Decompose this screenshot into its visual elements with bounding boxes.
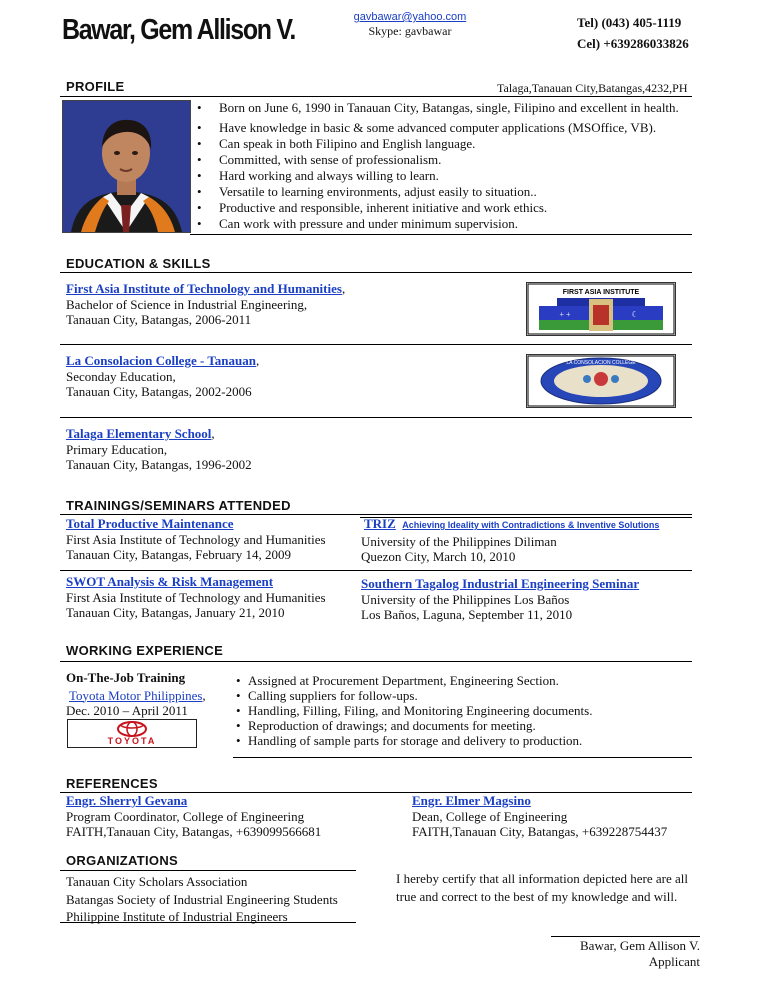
list-item: • Can work with pressure and under minimum supervision. <box>194 216 694 232</box>
divider <box>60 922 356 923</box>
list-item: • Handling, Filling, Filing, and Monitoring Engineering documents. <box>236 703 676 718</box>
training-link[interactable]: Total Productive Maintenance <box>66 516 234 531</box>
list-item: • Productive and responsible, inherent initiative and work ethics. <box>194 200 694 216</box>
work-entry: On-The-Job Training Toyota Motor Philippines, Dec. 2010 – April 2011 <box>66 670 206 718</box>
education-entry: La Consolacion College - Tanauan, Seconday Education, Tanauan City, Batangas, 2002-2006 <box>66 353 260 399</box>
degree-text: Bachelor of Science in Industrial Engineering, <box>66 296 308 312</box>
certification-statement <box>396 870 688 905</box>
training-place: Tanauan City, Batangas, February 14, 2009 <box>66 547 291 562</box>
address-text: Talaga,Tanauan City,Batangas,4232,PH <box>497 81 688 95</box>
degree-text: Seconday Education, <box>66 368 176 384</box>
profile-heading: PROFILE <box>66 79 125 94</box>
email-link[interactable]: gavbawar@yahoo.com <box>353 11 467 23</box>
profile-rule <box>60 96 692 97</box>
training-org: University of the Philippines Los Baños <box>361 591 570 607</box>
work-rule <box>60 661 692 662</box>
list-item: • Assigned at Procurement Department, Engineering Section. <box>236 673 676 688</box>
training-place: Quezon City, March 10, 2010 <box>361 549 516 564</box>
contact-block <box>320 10 500 38</box>
reference-entry <box>412 793 667 840</box>
applicant-photo <box>62 100 191 233</box>
organizations-list <box>66 873 338 926</box>
signatory-name: Bawar, Gem Allison V. <box>580 938 700 953</box>
portrait-image <box>63 101 190 232</box>
list-item: • Reproduction of drawings; and documents for meeting. <box>236 718 676 733</box>
list-item: Philippine Institute of Industrial Engineers <box>66 909 288 924</box>
school-link[interactable]: La Consolacion College - Tanauan <box>66 353 256 368</box>
degree-text: Primary Education, <box>66 441 168 457</box>
toyota-logo-text: TOYOTA <box>107 736 157 746</box>
training-link[interactable]: TRIZ <box>364 516 396 531</box>
place-text: Tanauan City, Batangas, 2006-2011 <box>66 312 252 327</box>
signature-block <box>500 938 700 970</box>
education-entry: First Asia Institute of Technology and Humanities, Bachelor of Science in Industrial Engineering, Tanauan City, Batangas, 2006-2011 <box>66 281 346 327</box>
list-item: • Hard working and always willing to learn. <box>194 168 694 184</box>
list-item: • Committed, with sense of professionalism. <box>194 152 694 168</box>
divider <box>360 517 692 518</box>
references-heading: REFERENCES <box>66 776 158 791</box>
training-org: University of the Philippines Diliman <box>361 533 557 549</box>
school-link[interactable]: Talaga Elementary School <box>66 426 212 441</box>
list-item: • Can speak in both Filipino and English language. <box>194 136 694 152</box>
certification-line: true and correct to the best of my knowledge and will. <box>396 888 678 904</box>
training-item <box>66 574 326 621</box>
signatory-role: Applicant <box>648 954 700 969</box>
list-item: • Have knowledge in basic & some advanced computer applications (MSOffice, VB). <box>194 120 694 136</box>
toyota-logo <box>67 719 197 748</box>
training-item <box>66 516 326 563</box>
reference-position: Program Coordinator, College of Engineering <box>66 808 305 824</box>
reference-entry <box>66 793 321 840</box>
company-link[interactable]: Toyota Motor Philippines <box>69 687 203 703</box>
education-entry: Talaga Elementary School, Primary Education, Tanauan City, Batangas, 1996-2002 <box>66 426 252 472</box>
fait-logo-text: FIRST ASIA INSTITUTE <box>562 289 640 296</box>
divider <box>60 570 692 571</box>
lcc-logo <box>526 354 676 408</box>
trainings-heading: TRAININGS/SEMINARS ATTENDED <box>66 498 291 513</box>
trainings-rule <box>60 514 692 515</box>
reference-position: Dean, College of Engineering <box>412 808 568 824</box>
svg-text:☾: ☾ <box>631 310 639 319</box>
lcc-logo-text: LA CONSOLACION COLLEGE <box>566 360 636 366</box>
telephone-text: Tel) (043) 405-1119 <box>577 15 682 30</box>
education-heading: EDUCATION & SKILLS <box>66 256 211 271</box>
work-bullets <box>236 673 676 748</box>
list-item: Tanauan City Scholars Association <box>66 874 248 889</box>
training-item <box>361 516 659 565</box>
work-role: On-The-Job Training <box>66 670 186 685</box>
list-item: • Versatile to learning environments, adjust easily to situation.. <box>194 184 694 200</box>
training-link[interactable]: SWOT Analysis & Risk Management <box>66 574 274 589</box>
applicant-name: Bawar, Gem Allison V. <box>62 14 296 46</box>
training-org: First Asia Institute of Technology and Humanities <box>66 531 326 547</box>
fait-logo <box>526 282 676 336</box>
place-text: Tanauan City, Batangas, 2002-2006 <box>66 384 252 399</box>
training-org: First Asia Institute of Technology and Humanities <box>66 589 326 605</box>
training-subtitle[interactable]: Achieving Ideality with Contradictions & Inventive Solutions <box>402 520 660 530</box>
reference-contact: FAITH,Tanauan City, Batangas, +639228754437 <box>412 824 668 839</box>
divider <box>233 757 692 758</box>
training-item <box>361 576 639 623</box>
education-rule <box>60 272 692 273</box>
list-item: Batangas Society of Industrial Engineering Students <box>66 891 338 907</box>
list-item: • Calling suppliers for follow-ups. <box>236 688 676 703</box>
training-place: Tanauan City, Batangas, January 21, 2010 <box>66 605 285 620</box>
training-link[interactable]: Southern Tagalog Industrial Engineering Seminar <box>361 576 640 591</box>
work-period: Dec. 2010 – April 2011 <box>66 703 188 718</box>
svg-text:+ +: + + <box>559 310 571 319</box>
organizations-rule <box>60 870 356 871</box>
cellphone-text: Cel) +639286033826 <box>577 36 689 51</box>
reference-name[interactable]: Engr. Elmer Magsino <box>412 793 531 808</box>
list-item: • Born on June 6, 1990 in Tanauan City, Batangas, single, Filipino and excellent in health. <box>194 100 694 116</box>
skype-text: Skype: gavbawar <box>368 24 452 38</box>
profile-bottom-rule <box>190 234 692 235</box>
training-place: Los Baños, Laguna, September 11, 2010 <box>361 607 573 622</box>
profile-bullets <box>194 100 694 232</box>
reference-contact: FAITH,Tanauan City, Batangas, +639099566681 <box>66 824 322 839</box>
reference-name[interactable]: Engr. Sherryl Gevana <box>66 793 188 808</box>
organizations-heading: ORGANIZATIONS <box>66 853 178 868</box>
list-item: • Handling of sample parts for storage and delivery to production. <box>236 733 676 748</box>
divider <box>60 344 692 345</box>
school-link[interactable]: First Asia Institute of Technology and Humanities <box>66 281 342 296</box>
work-heading: WORKING EXPERIENCE <box>66 643 224 658</box>
place-text: Tanauan City, Batangas, 1996-2002 <box>66 457 252 472</box>
phone-block <box>577 12 689 54</box>
divider <box>60 417 692 418</box>
certification-line: I hereby certify that all information depicted here are all <box>396 871 688 886</box>
signature-line <box>551 936 700 937</box>
